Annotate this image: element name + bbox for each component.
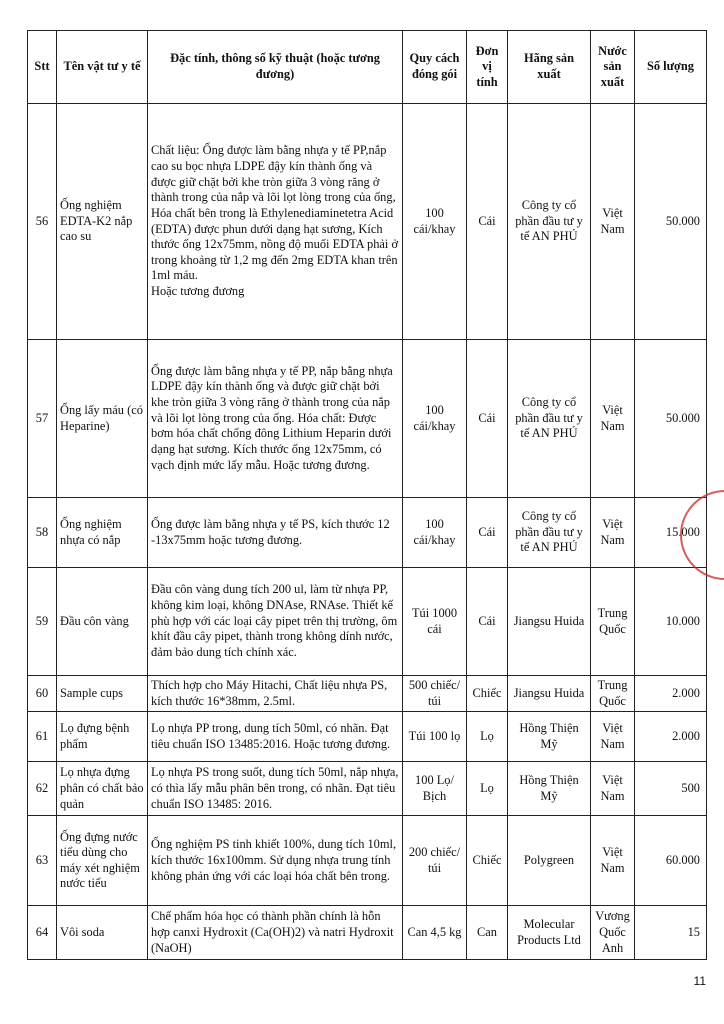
cell-unit: Lọ xyxy=(467,762,508,816)
cell-spec: Chất liệu: Ống được làm bằng nhựa y tế PP,nắp cao su bọc nhựa LDPE đậy kín thành ống và được giữ chặt bởi khe tròn giữa 3 vòng răng ở thành trong của nắp và lõi lọt lòng trong của ống, Hóa chất bên trong là Ethylenediaminetetra Acid (EDTA) được phun dưới dạng hạt sương, Kích thước ống 12x75mm, nồng độ muối EDTA phải ở trong khoảng từ 1,2 mg đến 2mg EDTA khan trên 1ml máu. Hoặc tương đương xyxy=(148,104,403,340)
cell-country: Trung Quốc xyxy=(591,676,635,712)
cell-spec: Ống được làm bằng nhựa y tế PS, kích thước 12 -13x75mm hoặc tương đương. xyxy=(148,498,403,568)
cell-stt: 61 xyxy=(28,712,57,762)
cell-pack: 100 cái/khay xyxy=(403,498,467,568)
cell-spec: Ống được làm bằng nhựa y tế PP, nắp bằng nhựa LDPE đậy kín thành ống và được giữ chặt bởi khe tròn giữa 3 vòng răng ở thành trong của nắp và lõi lọt lòng trong của ống. Hóa chất: Được bơm hóa chất chống đông Lithium Heparin dưới dạng hạt sương. Kích thước ống 12x75mm, có vạch định mức lấy mẫu. Hoặc tương đương. xyxy=(148,340,403,498)
cell-country: Việt Nam xyxy=(591,498,635,568)
cell-name: Ống đựng nước tiểu dùng cho máy xét nghiệm nước tiểu xyxy=(57,816,148,906)
cell-qty: 15 xyxy=(635,906,707,960)
cell-unit: Cái xyxy=(467,104,508,340)
cell-stt: 64 xyxy=(28,906,57,960)
header-spec: Đặc tính, thông số kỹ thuật (hoặc tương đương) xyxy=(148,31,403,104)
cell-pack: Túi 100 lọ xyxy=(403,712,467,762)
header-pack: Quy cách đóng gói xyxy=(403,31,467,104)
cell-pack: 100 cái/khay xyxy=(403,104,467,340)
cell-stt: 63 xyxy=(28,816,57,906)
cell-maker: Hồng Thiện Mỹ xyxy=(508,712,591,762)
cell-spec: Chế phẩm hóa học có thành phần chính là hỗn hợp canxi Hydroxit (Ca(OH)2) và natri Hydroxit (NaOH) xyxy=(148,906,403,960)
cell-pack: 500 chiếc/ túi xyxy=(403,676,467,712)
cell-spec: Lọ nhựa PS trong suốt, dung tích 50ml, nắp nhựa, có thìa lấy mẫu phân bên trong, có nhãn. Đạt tiêu chuẩn ISO 13485: 2016. xyxy=(148,762,403,816)
table-row xyxy=(28,104,707,340)
cell-stt: 56 xyxy=(28,104,57,340)
cell-qty: 15.000 xyxy=(635,498,707,568)
table-row xyxy=(28,340,707,498)
cell-qty: 500 xyxy=(635,762,707,816)
cell-spec: Ống nghiệm PS tinh khiết 100%, dung tích 10ml, kích thước 16x100mm. Sử dụng nhựa trung tính không phản ứng với các loại hóa chất bên trong. xyxy=(148,816,403,906)
cell-name: Lọ đựng bệnh phẩm xyxy=(57,712,148,762)
table-row xyxy=(28,568,707,676)
table-row xyxy=(28,498,707,568)
header-unit: Đơn vị tính xyxy=(467,31,508,104)
cell-country: Vương Quốc Anh xyxy=(591,906,635,960)
cell-unit: Cái xyxy=(467,568,508,676)
cell-name: Đầu côn vàng xyxy=(57,568,148,676)
header-country: Nước sản xuất xyxy=(591,31,635,104)
cell-spec: Thích hợp cho Máy Hitachi, Chất liệu nhựa PS, kích thước 16*38mm, 2.5ml. xyxy=(148,676,403,712)
cell-unit: Lọ xyxy=(467,712,508,762)
cell-maker: Jiangsu Huida xyxy=(508,676,591,712)
cell-unit: Can xyxy=(467,906,508,960)
header-maker: Hãng sản xuất xyxy=(508,31,591,104)
cell-qty: 50.000 xyxy=(635,340,707,498)
header-name: Tên vật tư y tế xyxy=(57,31,148,104)
cell-qty: 60.000 xyxy=(635,816,707,906)
cell-spec: Lọ nhựa PP trong, dung tích 50ml, có nhãn. Đạt tiêu chuẩn ISO 13485:2016. Hoặc tương đương. xyxy=(148,712,403,762)
table-row xyxy=(28,762,707,816)
cell-maker: Công ty cổ phần đầu tư y tế AN PHÚ xyxy=(508,104,591,340)
cell-spec: Đầu côn vàng dung tích 200 ul, làm từ nhựa PP, không kim loại, không DNAse, RNAse. Thiết kế phù hợp với các loại cây pipet trên thị trường, ôm khít đầu cây pipet, thành trong không dính nước, đảm bảo dung tích chính xác. xyxy=(148,568,403,676)
cell-unit: Cái xyxy=(467,340,508,498)
cell-qty: 2.000 xyxy=(635,712,707,762)
cell-name: Sample cups xyxy=(57,676,148,712)
page-number: 11 xyxy=(693,974,706,988)
cell-qty: 50.000 xyxy=(635,104,707,340)
table-row xyxy=(28,906,707,960)
cell-stt: 57 xyxy=(28,340,57,498)
header-qty: Số lượng xyxy=(635,31,707,104)
cell-pack: 100 Lọ/ Bịch xyxy=(403,762,467,816)
cell-country: Việt Nam xyxy=(591,340,635,498)
cell-country: Việt Nam xyxy=(591,712,635,762)
cell-maker: Jiangsu Huida xyxy=(508,568,591,676)
cell-qty: 2.000 xyxy=(635,676,707,712)
cell-name: Ống lấy máu (có Heparine) xyxy=(57,340,148,498)
cell-pack: Túi 1000 cái xyxy=(403,568,467,676)
cell-maker: Molecular Products Ltd xyxy=(508,906,591,960)
cell-pack: 200 chiếc/ túi xyxy=(403,816,467,906)
cell-country: Việt Nam xyxy=(591,762,635,816)
cell-maker: Hồng Thiện Mỹ xyxy=(508,762,591,816)
cell-country: Trung Quốc xyxy=(591,568,635,676)
cell-unit: Chiếc xyxy=(467,816,508,906)
cell-stt: 62 xyxy=(28,762,57,816)
cell-stt: 59 xyxy=(28,568,57,676)
supplies-table xyxy=(27,30,707,960)
cell-maker: Công ty cổ phần đầu tư y tế AN PHÚ xyxy=(508,498,591,568)
cell-name: Ống nghiệm nhựa có nắp xyxy=(57,498,148,568)
cell-country: Việt Nam xyxy=(591,104,635,340)
cell-unit: Cái xyxy=(467,498,508,568)
cell-name: Ống nghiệm EDTA-K2 nắp cao su xyxy=(57,104,148,340)
cell-pack: 100 cái/khay xyxy=(403,340,467,498)
table-row xyxy=(28,712,707,762)
cell-unit: Chiếc xyxy=(467,676,508,712)
cell-pack: Can 4,5 kg xyxy=(403,906,467,960)
header-stt: Stt xyxy=(28,31,57,104)
cell-country: Việt Nam xyxy=(591,816,635,906)
cell-stt: 60 xyxy=(28,676,57,712)
cell-qty: 10.000 xyxy=(635,568,707,676)
table-header-row xyxy=(28,31,707,104)
cell-name: Vôi soda xyxy=(57,906,148,960)
cell-maker: Polygreen xyxy=(508,816,591,906)
cell-maker: Công ty cổ phần đầu tư y tế AN PHÚ xyxy=(508,340,591,498)
cell-name: Lọ nhựa đựng phân có chất bảo quản xyxy=(57,762,148,816)
table-row xyxy=(28,676,707,712)
cell-stt: 58 xyxy=(28,498,57,568)
table-row xyxy=(28,816,707,906)
